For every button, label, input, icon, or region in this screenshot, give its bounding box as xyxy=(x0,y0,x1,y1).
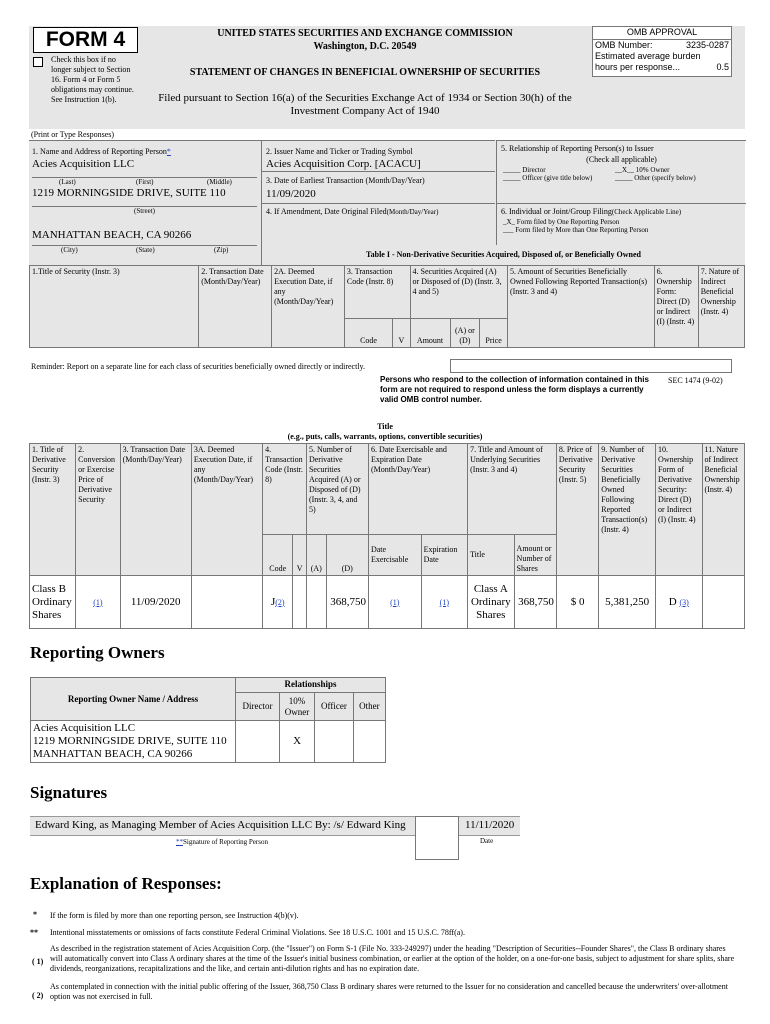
t2-h-code: 4. Transaction Code (Instr. 8) xyxy=(263,444,307,535)
other-checkbox[interactable]: _____ Other (specify below) xyxy=(615,174,696,182)
box5-relationship xyxy=(496,140,746,204)
print-type-note: (Print or Type Responses) xyxy=(31,130,115,139)
box6-sub: (Check Applicable Line) xyxy=(611,208,682,216)
box5-sub: (Check all applicable) xyxy=(586,155,657,164)
signatures-heading: Signatures xyxy=(30,783,108,802)
ten-percent-owner-checkbox[interactable]: __X__ 10% Owner xyxy=(615,166,670,174)
t2-h-expiration: Expiration Date xyxy=(421,535,467,576)
reporting-owners-table xyxy=(30,677,386,763)
t2-h-d: (D) xyxy=(326,535,368,576)
box4-amendment xyxy=(262,204,495,245)
omb-hours-value: 0.5 xyxy=(716,62,729,72)
middle-label: (Middle) xyxy=(207,178,232,186)
omb-number-label: OMB Number: xyxy=(595,40,653,50)
zip-label: (Zip) xyxy=(214,246,229,254)
reporting-person-name: Acies Acquisition LLC xyxy=(32,158,135,170)
row-disposed: 368,750 xyxy=(326,576,368,629)
table1-non-derivative xyxy=(29,265,745,348)
reporting-owners-heading: Reporting Owners xyxy=(30,643,165,662)
city-state-zip: MANHATTAN BEACH, CA 90266 xyxy=(32,229,192,241)
t2-h-form: 10. Ownership Form of Derivative Security: Direct (D) or Indirect (I) (Instr. 4) xyxy=(656,444,702,576)
t1-h-deemed: 2A. Deemed Execution Date, if any (Month/Day/Year) xyxy=(272,266,345,348)
table2-subtitle: (e.g., puts, calls, warrants, options, convertible securities) xyxy=(287,432,483,441)
t2-h-date: 3. Transaction Date (Month/Day/Year) xyxy=(120,444,191,576)
table1-title: Table I - Non-Derivative Securities Acquired, Disposed of, or Beneficially Owned xyxy=(366,250,641,259)
t1-h-amount-owned: 5. Amount of Securities Beneficially Owned Following Reported Transaction(s) (Instr. 3 and 4) xyxy=(507,266,654,348)
box3-label: 3. Date of Earliest Transaction (Month/Day/Year) xyxy=(266,176,425,185)
date-label: Date xyxy=(480,837,494,845)
row-owned: 5,381,250 xyxy=(599,576,656,629)
last-label: (Last) xyxy=(59,178,76,186)
t2-h-underlying-title: Title xyxy=(468,535,514,576)
t2-h-number: 5. Number of Derivative Securities Acquired (A) or Disposed of (D) (Instr. 3, 4, and 5) xyxy=(306,444,368,535)
t2-h-exercisable: 6. Date Exercisable and Expiration Date (Month/Day/Year) xyxy=(368,444,467,535)
row-ownership-form: D xyxy=(668,595,677,608)
box2-issuer xyxy=(262,140,495,172)
note-star-text: If the form is filed by more than one reporting person, see Instruction 4(b)(v). xyxy=(50,911,299,920)
t2-h-price: 8. Price of Derivative Security (Instr. 5) xyxy=(556,444,598,576)
reminder-box xyxy=(450,359,732,373)
checkbox-text: Check this box if no longer subject to Section 16. Form 4 or Form 5 obligations may continue. See Instruction 1(b). xyxy=(51,55,134,104)
row-underlying-amount: 368,750 xyxy=(514,576,556,629)
t1-h-ownership: 6. Ownership Form: Direct (D) or Indirect (I) (Instr. 4) xyxy=(654,266,698,348)
omb-approval-box xyxy=(592,26,732,77)
ten-percent-header: 10% Owner xyxy=(280,693,315,721)
t2-h-a: (A) xyxy=(306,535,326,576)
director-checkbox[interactable]: _____ Director xyxy=(503,166,546,174)
box6-label: 6. Individual or Joint/Group Filing xyxy=(501,207,612,216)
signer-text: Edward King, as Managing Member of Acies Acquisition LLC By: /s/ Edward King xyxy=(35,819,406,831)
other-header: Other xyxy=(353,693,385,721)
footnote-1-link-expiration[interactable]: (1) xyxy=(439,597,449,607)
signature-label: Signature of Reporting Person xyxy=(183,838,268,846)
omb-title: OMB APPROVAL xyxy=(593,27,731,40)
t1-h-securities: 4. Securities Acquired (A) or Disposed of (D) (Instr. 3, 4 and 5) xyxy=(410,266,507,319)
row-price: $ 0 xyxy=(556,576,598,629)
box4-sub: (Month/Day/Year) xyxy=(386,208,439,216)
reminder-text: Reminder: Report on a separate line for each class of securities beneficially owned directly or indirectly. xyxy=(31,362,366,371)
t2-h-title: 1. Title of Derivative Security (Instr. 3) xyxy=(30,444,76,576)
box1-reporting-person xyxy=(29,140,262,266)
multi-person-option[interactable]: ___ Form filed by More than One Reporting Person xyxy=(503,226,649,234)
agency-line2: Washington, D.C. 20549 xyxy=(313,41,417,52)
footnote-1-link[interactable]: (1) xyxy=(93,597,103,607)
issuer-name: Acies Acquisition Corp. [ACACU] xyxy=(266,158,421,170)
sec-code: SEC 1474 (9-02) xyxy=(668,376,723,385)
signature-divider-box xyxy=(415,816,459,860)
box2-label: 2. Issuer Name and Ticker or Trading Symbol xyxy=(266,147,413,156)
box1-label: 1. Name and Address of Reporting Person xyxy=(32,147,167,156)
signature-date: 11/11/2020 xyxy=(465,819,515,831)
table-row xyxy=(30,576,745,629)
box3-earliest-transaction xyxy=(262,171,495,204)
persons-notice: Persons who respond to the collection of information contained in this form are not required to respond unless the form displays a currently valid OMB control number. xyxy=(380,375,649,404)
note-star-marker: * xyxy=(33,910,37,919)
t2-h-owned: 9. Number of Derivative Securities Beneficially Owned Following Reported Transaction(s) (Instr. 4) xyxy=(599,444,656,576)
box1-star-link[interactable]: * xyxy=(166,147,171,156)
state-label: (State) xyxy=(136,246,155,254)
no-longer-subject-checkbox[interactable] xyxy=(33,57,43,67)
t2-h-conversion: 2. Conversion or Exercise Price of Derivative Security xyxy=(76,444,120,576)
agency-line1: UNITED STATES SECURITIES AND EXCHANGE COMMISSION xyxy=(217,28,513,39)
t1-h-title: 1.Title of Security (Instr. 3) xyxy=(30,266,199,348)
explanation-heading: Explanation of Responses: xyxy=(30,874,222,893)
earliest-transaction-date: 11/09/2020 xyxy=(266,188,316,200)
owner-address2: MANHATTAN BEACH, CA 90266 xyxy=(33,748,193,760)
omb-burden-label: Estimated average burden xyxy=(595,51,701,61)
t2-h-deemed: 3A. Deemed Execution Date, if any (Month/Day/Year) xyxy=(191,444,262,576)
officer-header: Officer xyxy=(315,693,354,721)
note-1-text: As described in the registration statement of Acies Acquisition Corp. (the "Issuer") on Form S-1 (File No. 333-249297) under the heading "Description of Securities--Founder Shares", the Class B ordinary shares will automatically convert into Class A ordinary shares at the time of the Issuer's initial business combination, or earlier at the option of the holder, on a one-for-one basis, subject to adjustment for share splits, share dividends, reorganizations, recapitalizations and the like, and certain anti-dilution rights and has no expiration date. xyxy=(50,944,735,973)
t2-h-underlying: 7. Title and Amount of Underlying Securities (Instr. 3 and 4) xyxy=(468,444,557,535)
table2-title: Title xyxy=(377,422,393,431)
filed-pursuant-line2: Investment Company Act of 1940 xyxy=(290,105,440,117)
t1-h-code-sub: Code xyxy=(344,319,392,348)
t1-h-nature: 7. Nature of Indirect Beneficial Ownership (Instr. 4) xyxy=(698,266,744,348)
t2-h-nature: 11. Nature of Indirect Beneficial Ownership (Instr. 4) xyxy=(702,444,744,576)
row-code: J xyxy=(270,595,276,608)
signature-star-link[interactable]: ** xyxy=(176,838,183,846)
box6-filing xyxy=(496,203,746,245)
note-dstar-text: Intentional misstatements or omissions of facts constitute Federal Criminal Violations. See 18 U.S.C. 1001 and 15 U.S.C. 78ff(a). xyxy=(50,928,465,937)
footnote-1-link-exercisable[interactable]: (1) xyxy=(390,597,400,607)
t1-h-v: V xyxy=(393,319,410,348)
box4-label: 4. If Amendment, Date Original Filed xyxy=(266,207,387,216)
one-person-option[interactable]: _X_ Form filed by One Reporting Person xyxy=(503,218,620,226)
omb-hours-label: hours per response... xyxy=(595,62,681,72)
omb-number-value: 3235-0287 xyxy=(685,40,729,50)
t1-h-aord: (A) or (D) xyxy=(450,319,480,348)
owner-name-header: Reporting Owner Name / Address xyxy=(31,678,236,721)
statement-title: STATEMENT OF CHANGES IN BENEFICIAL OWNERSHIP OF SECURITIES xyxy=(189,67,541,78)
row-transaction-date: 11/09/2020 xyxy=(120,576,191,629)
t1-h-code: 3. Transaction Code (Instr. 8) xyxy=(344,266,410,319)
row-underlying-title: Class A Ordinary Shares xyxy=(468,576,514,629)
footnote-3-link[interactable]: (3) xyxy=(679,597,689,607)
footnote-2-link[interactable]: (2) xyxy=(275,597,285,607)
table2-derivative xyxy=(29,443,745,629)
director-header: Director xyxy=(236,693,280,721)
t1-h-price: Price xyxy=(480,319,508,348)
note-2-text: As contemplated in connection with the initial public offering of the Issuer, 368,750 Class B ordinary shares were returned to the Issuer for no consideration and cancelled because the underwriters' over-allotment option was not exercised in full. xyxy=(50,982,728,1001)
city-label: (City) xyxy=(61,246,78,254)
filed-pursuant-line1: Filed pursuant to Section 16(a) of the Securities Exchange Act of 1934 or Section 30(h) of the xyxy=(158,92,572,104)
owner-address1: 1219 MORNINGSIDE DRIVE, SUITE 110 xyxy=(33,735,227,747)
officer-checkbox[interactable]: _____ Officer (give title below) xyxy=(503,174,593,182)
t2-h-code-sub: Code xyxy=(263,535,293,576)
t1-h-date: 2. Transaction Date (Month/Day/Year) xyxy=(199,266,272,348)
note-dstar-marker: ** xyxy=(30,928,38,937)
box5-label: 5. Relationship of Reporting Person(s) to Issuer xyxy=(501,144,654,153)
t2-h-underlying-amount: Amount or Number of Shares xyxy=(514,535,556,576)
t1-h-amount: Amount xyxy=(410,319,450,348)
note-2-marker: ( 2) xyxy=(32,991,44,1000)
t2-h-v: V xyxy=(293,535,307,576)
row-security-title: Class B Ordinary Shares xyxy=(30,576,76,629)
t2-h-date-exercisable: Date Exercisable xyxy=(368,535,421,576)
note-1-marker: ( 1) xyxy=(32,957,44,966)
relationships-header: Relationships xyxy=(236,678,386,693)
street-label: (Street) xyxy=(134,207,155,215)
form-title: FORM 4 xyxy=(33,27,138,53)
first-label: (First) xyxy=(136,178,154,186)
street-address: 1219 MORNINGSIDE DRIVE, SUITE 110 xyxy=(32,187,226,199)
owner-name: Acies Acquisition LLC xyxy=(33,722,136,734)
ten-percent-mark: X xyxy=(280,721,315,763)
